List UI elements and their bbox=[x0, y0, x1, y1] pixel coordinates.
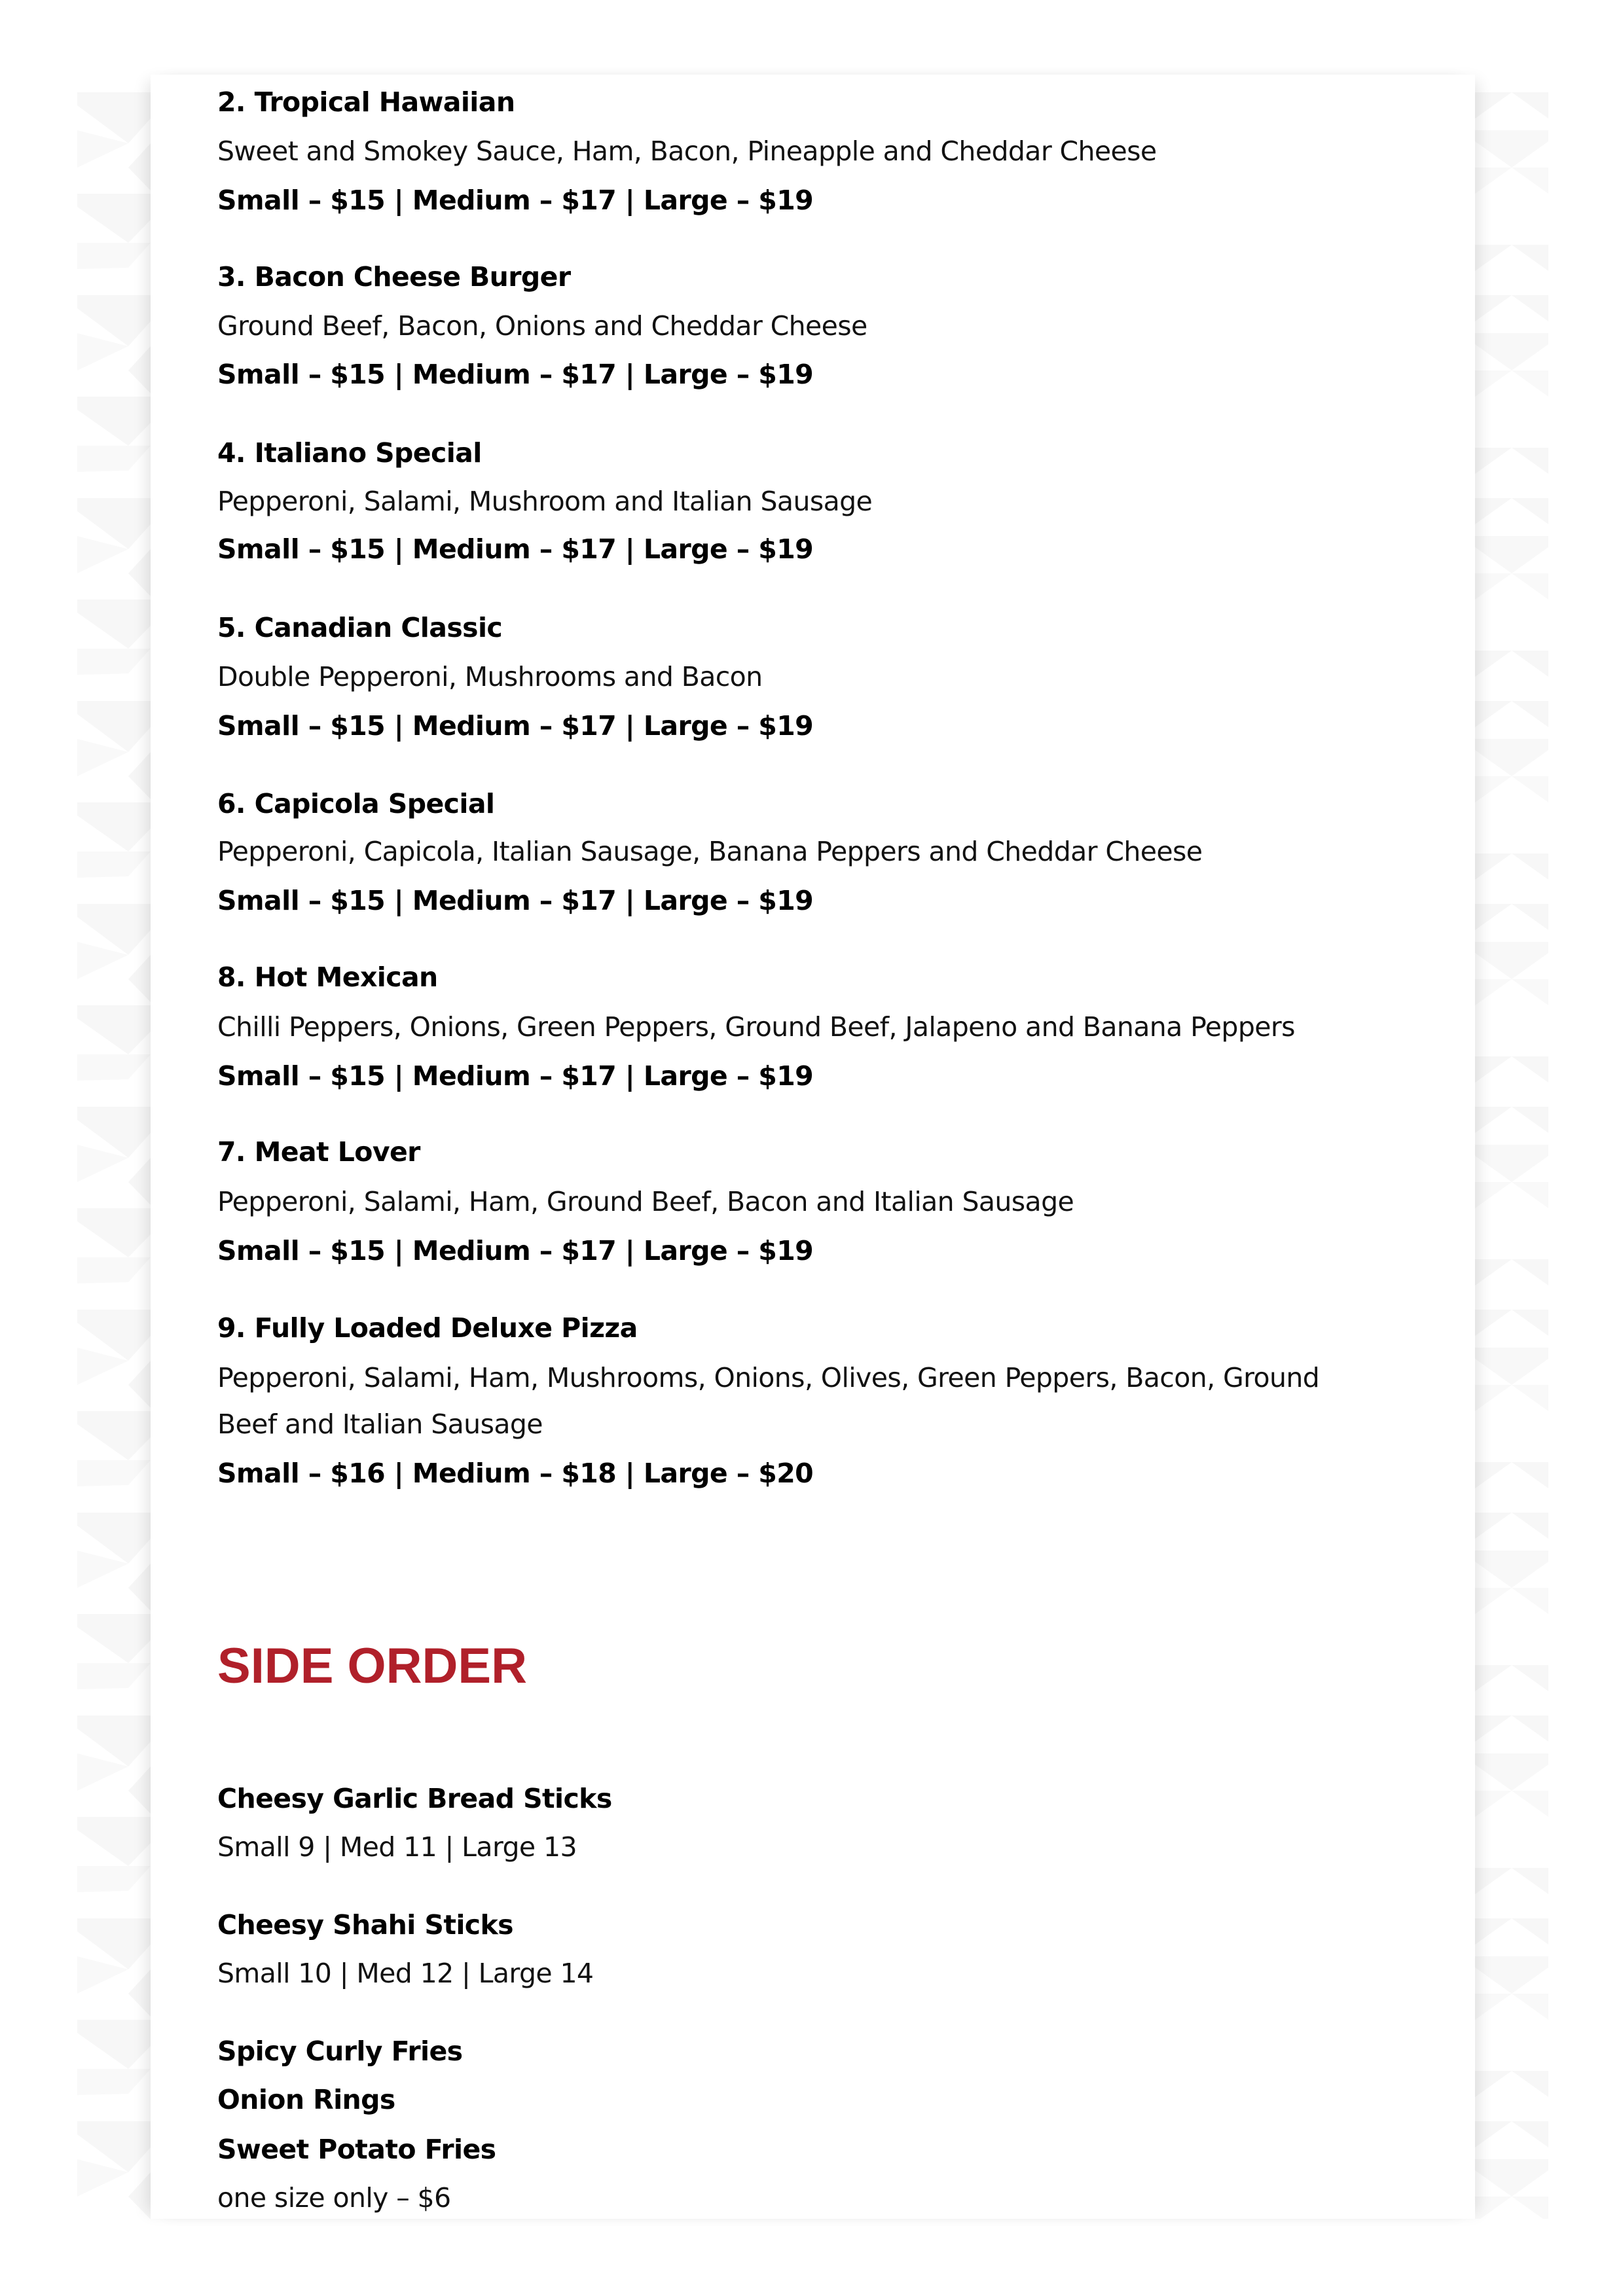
side-item-name: Cheesy Garlic Bread Sticks bbox=[217, 1783, 612, 1814]
pizza-toppings: Pepperoni, Salami, Ham, Mushrooms, Onions, Olives, Green Peppers, Bacon, Ground bbox=[217, 1362, 1320, 1393]
triangle-pattern-icon bbox=[77, 92, 151, 2219]
pizza-toppings: Ground Beef, Bacon, Onions and Cheddar Cheese bbox=[217, 310, 867, 342]
side-item-prices: Small 9 | Med 11 | Large 13 bbox=[217, 1831, 577, 1863]
pizza-name: 7. Meat Lover bbox=[217, 1136, 420, 1168]
pizza-toppings-continued: Beef and Italian Sausage bbox=[217, 1408, 543, 1440]
background-pattern-right bbox=[1475, 92, 1548, 2219]
section-title-side-order: SIDE ORDER bbox=[217, 1638, 527, 1694]
pizza-toppings: Pepperoni, Salami, Mushroom and Italian Sausage bbox=[217, 486, 873, 517]
pizza-prices: Small – $15 | Medium – $17 | Large – $19 bbox=[217, 1235, 814, 1266]
pizza-toppings: Pepperoni, Capicola, Italian Sausage, Banana Peppers and Cheddar Cheese bbox=[217, 836, 1203, 867]
pizza-prices: Small – $15 | Medium – $17 | Large – $19 bbox=[217, 1060, 814, 1092]
background-pattern-left bbox=[77, 92, 151, 2219]
pizza-prices: Small – $15 | Medium – $17 | Large – $19 bbox=[217, 533, 814, 565]
side-item-prices: Small 10 | Med 12 | Large 14 bbox=[217, 1958, 594, 1989]
menu-page bbox=[151, 75, 1475, 2219]
pizza-prices: Small – $15 | Medium – $17 | Large – $19 bbox=[217, 885, 814, 916]
pizza-prices: Small – $15 | Medium – $17 | Large – $19 bbox=[217, 185, 814, 216]
pizza-toppings: Pepperoni, Salami, Ham, Ground Beef, Bacon and Italian Sausage bbox=[217, 1186, 1074, 1217]
side-item-name: Onion Rings bbox=[217, 2084, 395, 2115]
pizza-toppings: Double Pepperoni, Mushrooms and Bacon bbox=[217, 661, 763, 692]
side-item-name: Spicy Curly Fries bbox=[217, 2036, 463, 2067]
pizza-prices: Small – $15 | Medium – $17 | Large – $19 bbox=[217, 710, 814, 742]
pizza-name: 6. Capicola Special bbox=[217, 788, 495, 819]
triangle-pattern-icon bbox=[1475, 92, 1548, 2219]
pizza-name: 4. Italiano Special bbox=[217, 437, 482, 469]
pizza-name: 3. Bacon Cheese Burger bbox=[217, 261, 571, 293]
pizza-prices: Small – $16 | Medium – $18 | Large – $20 bbox=[217, 1458, 814, 1489]
pizza-name: 2. Tropical Hawaiian bbox=[217, 86, 515, 118]
side-item-name: Cheesy Shahi Sticks bbox=[217, 1909, 513, 1941]
pizza-prices: Small – $15 | Medium – $17 | Large – $19 bbox=[217, 359, 814, 390]
side-item-name: Sweet Potato Fries bbox=[217, 2134, 496, 2165]
pizza-name: 8. Hot Mexican bbox=[217, 961, 438, 993]
side-item-prices: one size only – $6 bbox=[217, 2182, 451, 2214]
pizza-name: 5. Canadian Classic bbox=[217, 612, 503, 643]
pizza-name: 9. Fully Loaded Deluxe Pizza bbox=[217, 1312, 638, 1344]
pizza-toppings: Sweet and Smokey Sauce, Ham, Bacon, Pineapple and Cheddar Cheese bbox=[217, 135, 1157, 167]
pizza-toppings: Chilli Peppers, Onions, Green Peppers, Ground Beef, Jalapeno and Banana Peppers bbox=[217, 1011, 1295, 1043]
